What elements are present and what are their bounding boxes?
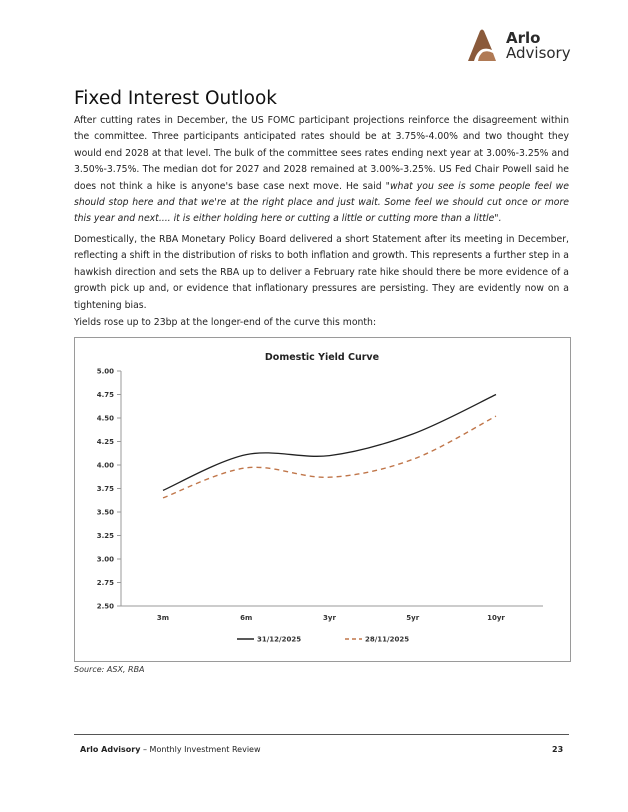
company-logo xyxy=(466,28,576,64)
y-tick-label: 3.50 xyxy=(96,508,114,517)
x-tick-label: 10yr xyxy=(487,614,505,622)
page-number: 23 xyxy=(552,745,564,754)
y-tick-label: 3.25 xyxy=(96,532,114,540)
y-tick-label: 2.50 xyxy=(96,602,114,611)
y-tick-label: 3.75 xyxy=(96,485,114,493)
x-tick-label: 3yr xyxy=(323,614,336,622)
paragraph-rba: Domestically, the RBA Monetary Policy Board delivered a short Statement after its meeting in December, reflecting a shift in the distribution of risks to both inflation and growth. This represents a further step in a hawkish direction and sets the RBA up to deliver a February rate hike should there be more evidence of a growth pick up and, or evidence that inflationary pressures are persisting. They are evidently now on a tightening bias. xyxy=(74,234,569,311)
y-tick-label: 2.75 xyxy=(96,579,114,587)
x-tick-label: 3m xyxy=(156,614,170,622)
section-title: Fixed Interest Outlook xyxy=(74,88,278,109)
paragraph-fomc xyxy=(74,113,569,228)
footer-subtitle: – Monthly Investment Review xyxy=(140,745,261,754)
x-tick-label: 5yr xyxy=(406,614,420,622)
logo-wordmark-line1: Arlo xyxy=(506,29,541,47)
legend-label: 28/11/2025 xyxy=(365,635,410,644)
footer-divider xyxy=(74,734,569,735)
footer-publication xyxy=(80,745,261,754)
source-note: Source: ASX, RBA xyxy=(74,665,145,674)
y-tick-label: 4.25 xyxy=(96,438,114,446)
arlo-logo-icon xyxy=(466,28,502,62)
y-tick-label: 4.50 xyxy=(96,414,114,423)
paragraph-yields: Yields rose up to 23bp at the longer-end of the curve this month: xyxy=(74,317,377,328)
chart-canvas xyxy=(75,338,570,661)
y-tick-label: 4.75 xyxy=(96,391,114,399)
y-tick-label: 5.00 xyxy=(96,367,114,376)
powell-quote: "what you see is some people feel we should stop here and that we're at the right place and just wait. Some feel we should cut once or more this year and next.... it is either holding here or cutting a little or cutting more than a little". xyxy=(74,180,569,225)
x-tick-label: 6m xyxy=(240,614,253,622)
paragraph-fomc-text: After cutting rates in December, the US FOMC participant projections reinforce the disagreement within the committee. Three participants anticipated rates should be at 3.75%-4.00% and two thought they would end 2028 at that level. The bulk of the committee sees rates ending next year at 3.00%-3.25% and 3.50%-3.75%. The median dot for 2027 and 2028 remained at 3.00%-3.25%. US Fed Chair Powell said he does not think a hike is anyone's base case next move. He said xyxy=(74,115,569,192)
footer-brand: Arlo Advisory xyxy=(80,745,141,754)
series-line-31-12-2025 xyxy=(163,395,496,491)
logo-wordmark-line2: Advisory xyxy=(506,44,571,62)
series-line-28-11-2025 xyxy=(163,416,496,498)
yield-curve-chart xyxy=(74,337,571,662)
y-tick-label: 3.00 xyxy=(96,555,114,564)
legend-label: 31/12/2025 xyxy=(257,635,302,644)
y-tick-label: 4.00 xyxy=(96,461,114,470)
chart-title: Domestic Yield Curve xyxy=(264,352,380,363)
